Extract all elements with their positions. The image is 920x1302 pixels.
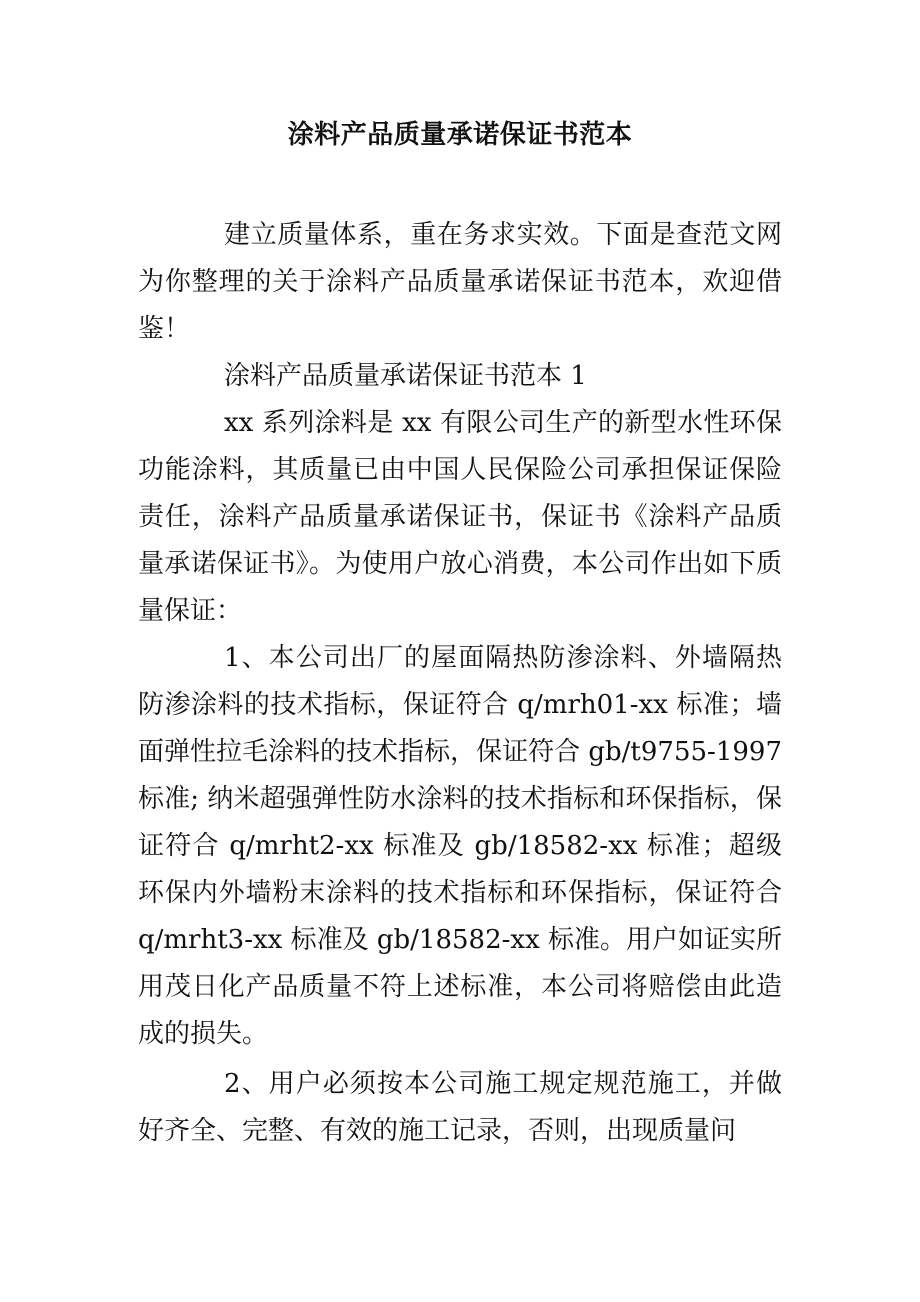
paragraph-description: xx 系列涂料是 xx 有限公司生产的新型水性环保功能涂料，其质量已由中国人民保险公司承担保证保险责任，涂料产品质量承诺保证书，保证书《涂料产品质量承诺保证书》。为使用户放心消费，本公司作出如下质量保证： <box>138 408 782 626</box>
paragraph-section-heading: 涂料产品质量承诺保证书范本 1 <box>224 361 587 391</box>
document-title: 涂料产品质量承诺保证书范本 <box>287 120 633 150</box>
document-body <box>138 212 782 1155</box>
paragraph-intro: 建立质量体系，重在务求实效。下面是查范文网为你整理的关于涂料产品质量承诺保证书范本，欢迎借鉴！ <box>138 220 782 344</box>
paragraph-clause-1: 1、本公司出厂的屋面隔热防渗涂料、外墙隔热防渗涂料的技术指标，保证符合 q/mrh01-xx 标准；墙面弹性拉毛涂料的技术指标，保证符合 gb/t9755-1997 标准; 纳米超强弹性防水涂料的技术指标和环保指标，保证符合 q/mrht2-xx 标准及 gb/18582-xx 标准；超级环保内外墙粉末涂料的技术指标和环保指标，保证符合 q/mrht3-xx 标准及 gb/18582-xx 标准。用户如证实所用茂日化产品质量不符上述标准，本公司将赔偿由此造成的损失。 <box>138 643 782 1049</box>
paragraph-clause-2: 2、用户必须按本公司施工规定规范施工，并做好齐全、完整、有效的施工记录，否则，出现质量问 <box>138 1069 782 1146</box>
